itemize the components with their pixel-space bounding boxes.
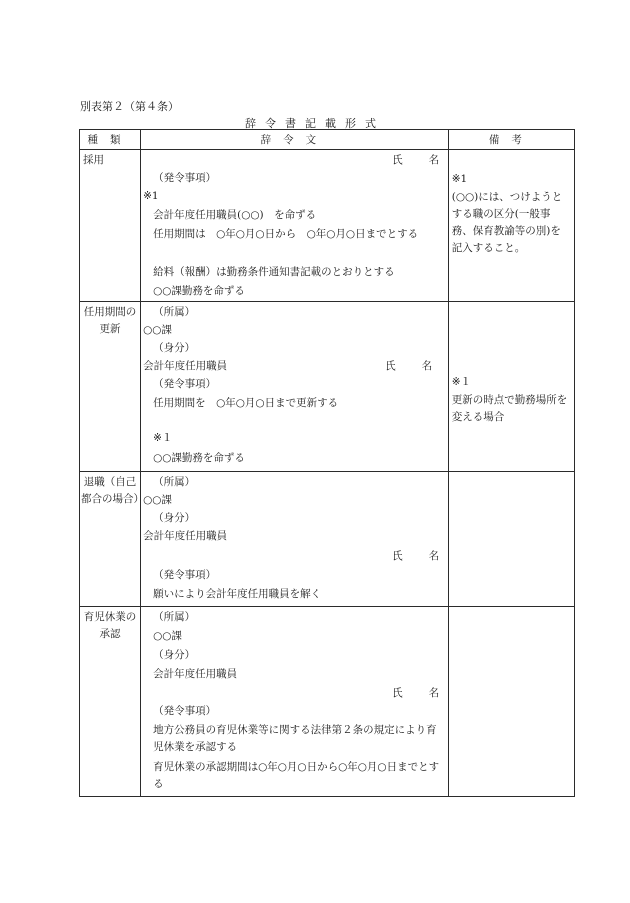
table-row [80,472,575,607]
text-line: 会計年度任用職員 [143,360,228,372]
name-label: 氏名 [392,550,466,562]
header-text: 辞令文 [141,130,449,150]
text-line: （所属） [153,476,196,488]
text-cell [141,302,459,472]
text-line: （所属） [153,611,196,623]
text-line: ※1 [143,190,159,202]
text-line: （身分） [153,649,196,661]
row-type: 採用 [83,154,104,166]
text-cell [141,472,466,607]
text-line: 任用期間を ○年○月○日まで更新する [153,397,339,409]
text-line: ○○課 [153,630,182,642]
table-row [80,150,575,302]
text-line: ○○課 [143,494,172,506]
text-line: 地方公務員の育児休業等に関する法律第２条の規定により育児休業を承認する [153,724,437,753]
row-type: 退職（自己都合の場合） [81,476,144,505]
name-label: 氏名 [392,154,466,166]
text-line: ※１ [153,432,173,444]
table-row [80,302,575,472]
appointment-form-table [79,129,575,797]
text-line: 給料（報酬）は勤務条件通知書記載のとおりとする [153,266,395,278]
remarks-cell [448,607,574,797]
text-line: （発令事項） [153,172,217,184]
remarks-cell [448,302,574,472]
remark-text: (○○)には、つけようとする職の区分(一般事務、保育教諭等の別)を記入すること。 [451,191,563,254]
table-caption: 別表第２（第４条） [80,100,179,113]
page-title: 辞令書記載形式 [245,117,385,130]
remark-mark: ※1 [451,173,468,185]
text-line: （発令事項） [153,705,217,717]
text-line: 会計年度任用職員 [143,530,228,542]
text-line: （発令事項） [153,569,217,581]
text-line: 願いにより会計年度任用職員を解く [153,588,322,600]
type-cell [80,607,141,797]
text-line: ○○課勤務を命ずる [153,452,245,464]
text-line: 会計年度任用職員(○○) を命ずる [153,209,317,221]
header-type: 種類 [80,130,141,150]
name-label: 氏名 [385,360,459,372]
table-header-row [80,130,575,150]
header-remarks: 備考 [448,130,574,150]
text-cell [141,607,466,797]
text-cell [141,150,466,302]
text-line: ○○課 [143,324,172,336]
table-row [80,607,575,797]
text-line: ○○課勤務を命ずる [153,285,245,297]
text-line: （身分） [153,512,196,524]
text-line: （所属） [153,306,196,318]
type-cell [80,302,141,472]
text-line: （発令事項） [153,378,217,390]
type-cell [80,472,144,607]
remark-text: 更新の時点で勤務場所を変える場合 [451,394,568,423]
text-line: 任用期間は ○年○月○日から ○年○月○日までとする [153,228,419,240]
name-label: 氏名 [392,687,466,699]
remark-mark: ※１ [451,376,472,388]
row-type: 任用期間の更新 [83,306,137,335]
remarks-cell [448,472,574,607]
remarks-cell [448,150,574,302]
text-line: 育児休業の承認期間は○年○月○日から○年○月○日までとする [153,761,440,790]
text-line: 会計年度任用職員 [153,668,238,680]
row-type: 育児休業の承認 [83,611,137,640]
text-line: （身分） [153,342,196,354]
type-cell [80,150,141,302]
